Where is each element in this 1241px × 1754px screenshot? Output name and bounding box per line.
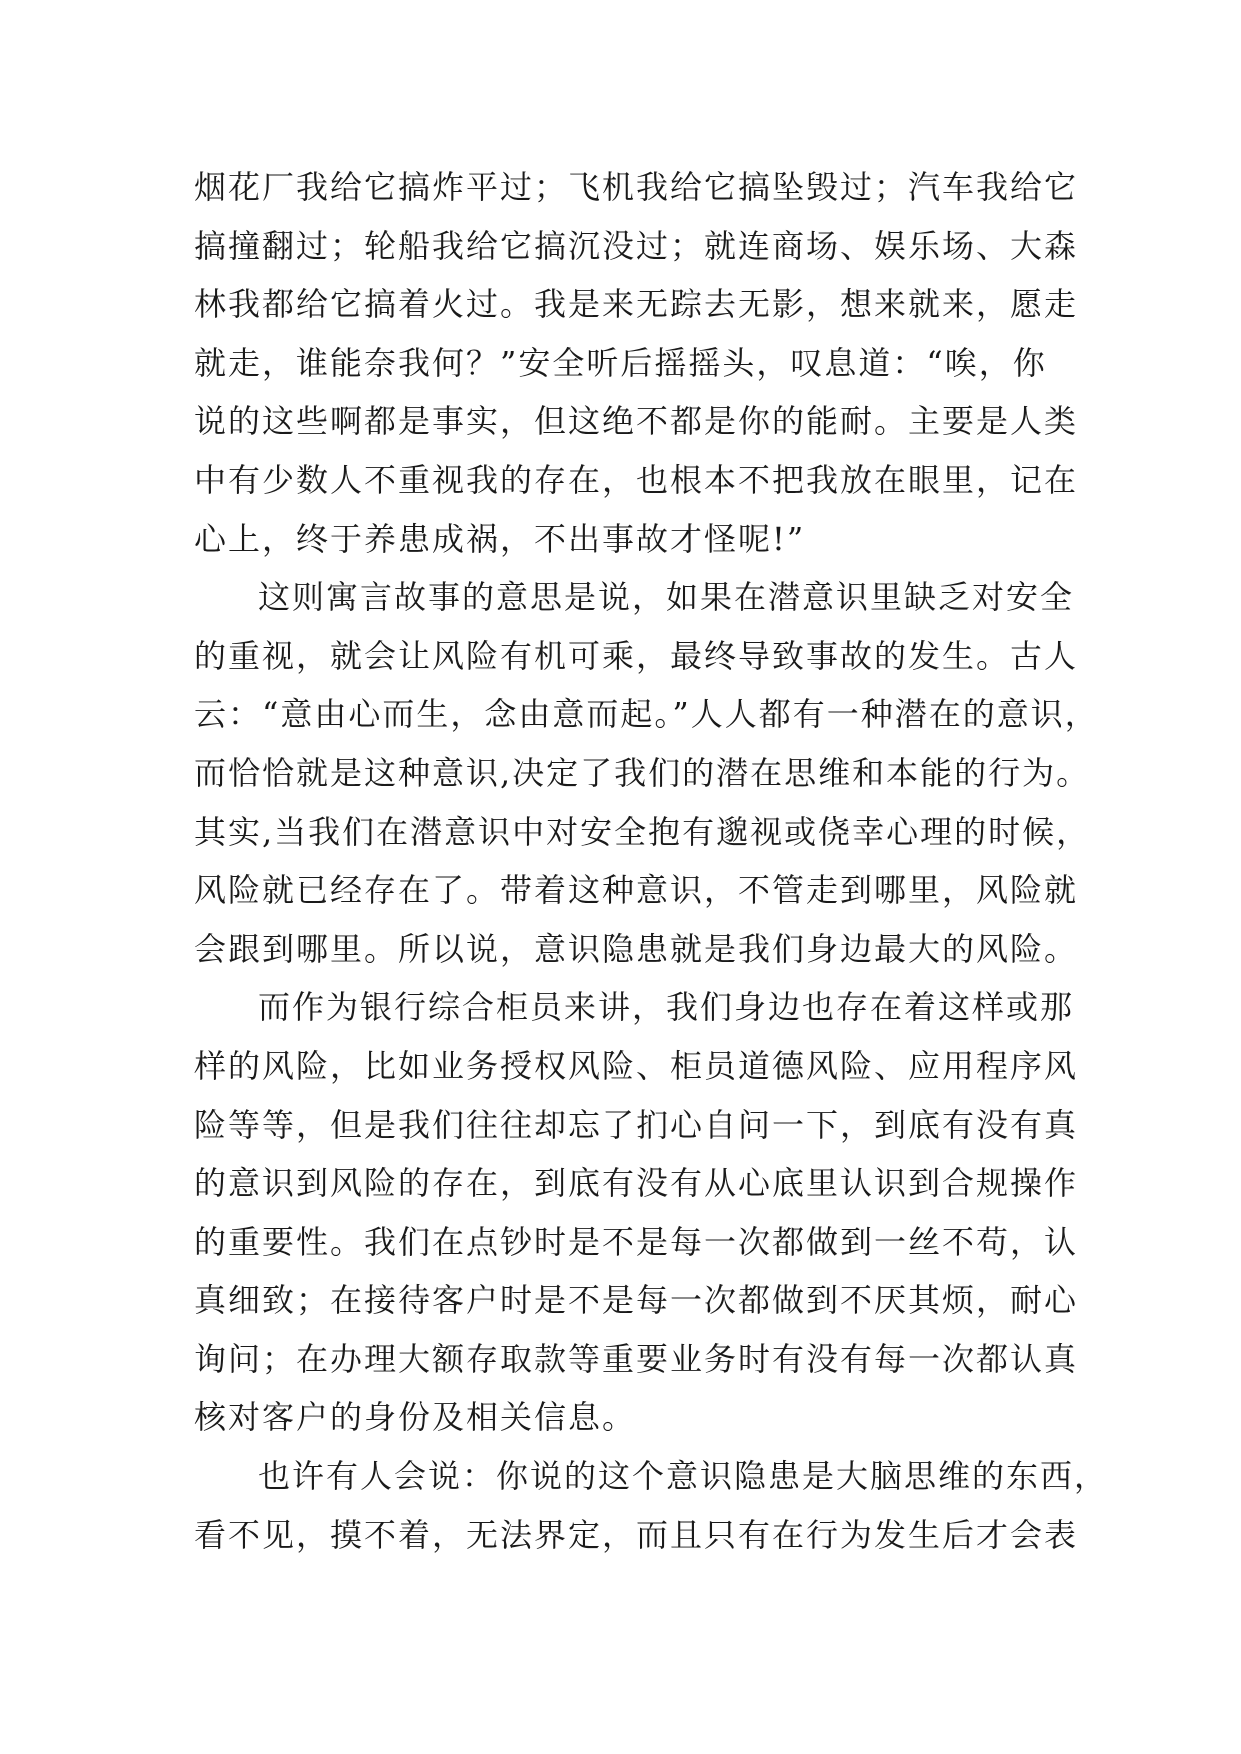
- text-line: 会跟到哪里。所以说，意识隐患就是我们身边最大的风险。: [194, 929, 1079, 968]
- text-line: 样的风险，比如业务授权风险、柜员道德风险、应用程序风: [194, 1046, 1079, 1085]
- text-line: 的重视，就会让风险有机可乘，最终导致事故的发生。古人: [194, 636, 1079, 675]
- text-line: 说的这些啊都是事实，但这绝不都是你的能耐。主要是人类: [194, 402, 1079, 441]
- paragraph-start-line: 而作为银行综合柜员来讲，我们身边也存在着这样或那: [258, 988, 1075, 1027]
- text-line: 其实,当我们在潜意识中对安全抱有邈视或侥幸心理的时候，: [194, 812, 1091, 851]
- text-line: 搞撞翻过；轮船我给它搞沉没过；就连商场、娱乐场、大森: [194, 226, 1079, 265]
- text-line: 风险就已经存在了。带着这种意识，不管走到哪里，风险就: [194, 871, 1079, 910]
- paragraph-start-line: 也许有人会说：你说的这个意识隐患是大脑思维的东西，: [258, 1457, 1109, 1496]
- text-line: 云：“意由心而生，念由意而起。”人人都有一种潜在的意识，: [194, 695, 1099, 734]
- text-line: 心上，终于养患成祸，不出事故才怪呢!”: [194, 519, 806, 558]
- text-line: 的意识到风险的存在，到底有没有从心底里认识到合规操作: [194, 1164, 1079, 1203]
- text-line: 核对客户的身份及相关信息。: [194, 1398, 637, 1437]
- text-line: 就走，谁能奈我何？”安全听后摇摇头，叹息道：“唉，你: [194, 343, 1047, 382]
- text-line: 询问；在办理大额存取款等重要业务时有没有每一次都认真: [194, 1339, 1079, 1378]
- text-line: 看不见，摸不着，无法界定，而且只有在行为发生后才会表: [194, 1515, 1079, 1554]
- text-line: 烟花厂我给它搞炸平过；飞机我给它搞坠毁过；汽车我给它: [194, 168, 1079, 206]
- body-text: [194, 158, 1109, 1564]
- paragraph-start-line: 这则寓言故事的意思是说，如果在潜意识里缺乏对安全: [258, 578, 1075, 617]
- text-line: 的重要性。我们在点钞时是不是每一次都做到一丝不苟，认: [194, 1222, 1079, 1261]
- text-line: 中有少数人不重视我的存在，也根本不把我放在眼里，记在: [194, 460, 1079, 499]
- text-line: 真细致；在接待客户时是不是每一次都做到不厌其烦，耐心: [194, 1281, 1079, 1320]
- text-line: 林我都给它搞着火过。我是来无踪去无影，想来就来，愿走: [194, 285, 1079, 324]
- text-line: 险等等，但是我们往往却忘了扪心自问一下，到底有没有真: [194, 1105, 1079, 1144]
- text-line: 而恰恰就是这种意识,决定了我们的潜在思维和本能的行为。: [194, 753, 1091, 792]
